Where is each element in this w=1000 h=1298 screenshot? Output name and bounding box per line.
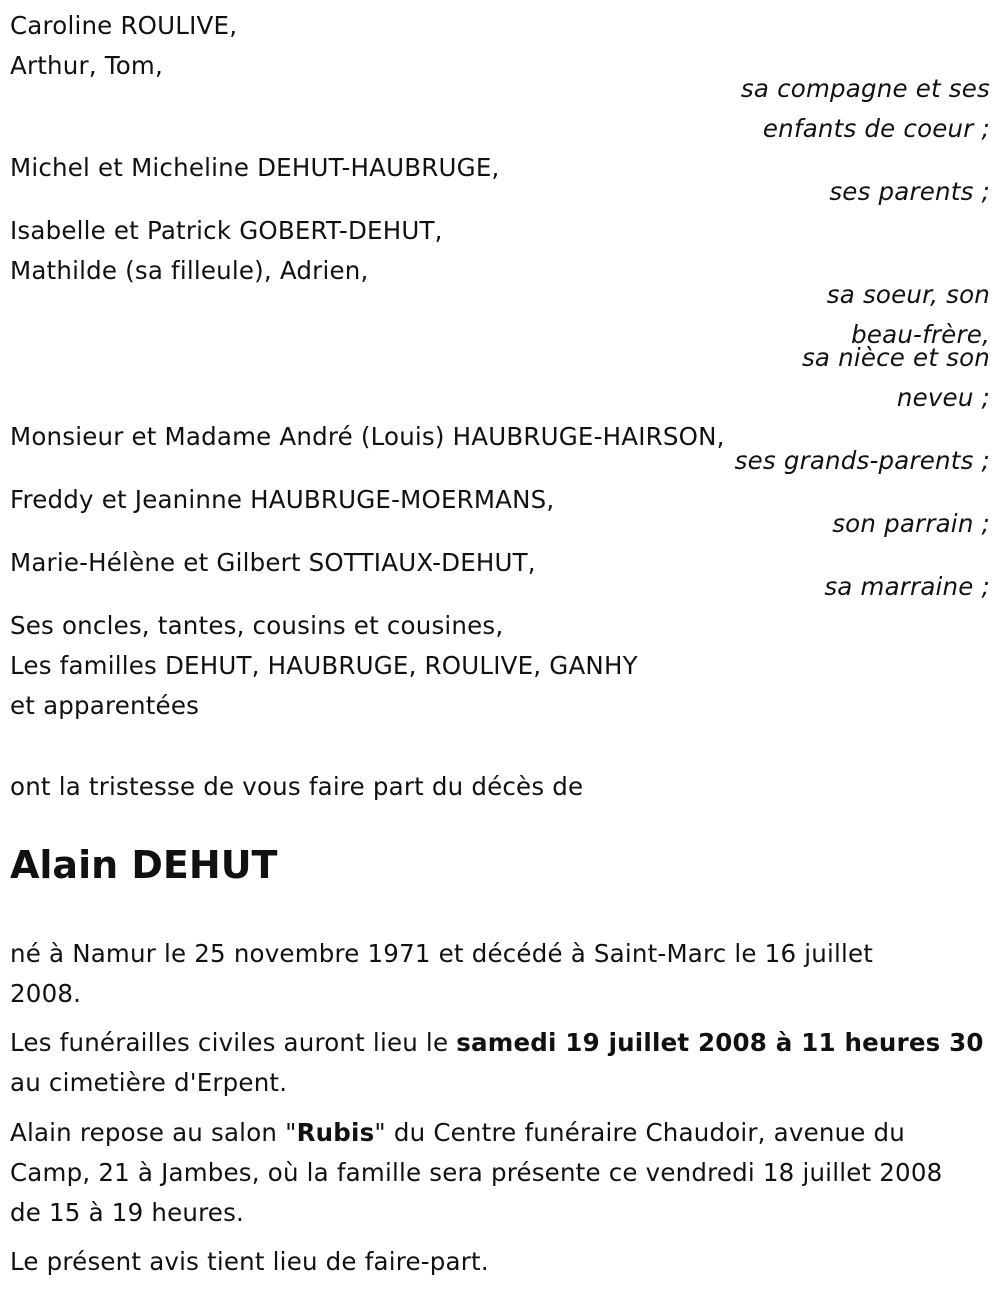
salon-line3: de 15 à 19 heures. (10, 1198, 245, 1227)
salon-name: Rubis (296, 1118, 375, 1147)
family-line-sister: Isabelle et Patrick GOBERT-DEHUT, (10, 216, 443, 245)
salon-paragraph (10, 1113, 990, 1233)
family-line-parents: Michel et Micheline DEHUT-HAUBRUGE, (10, 153, 500, 182)
role-niece: sa nièce et son (801, 343, 990, 372)
family-line-godfather: Freddy et Jeaninne HAUBRUGE-MOERMANS, (10, 485, 555, 514)
salon-prefix: Alain repose au salon " (10, 1118, 297, 1147)
funeral-paragraph (10, 1023, 990, 1103)
family-line-families: Les familles DEHUT, HAUBRUGE, ROULIVE, GANHY (10, 651, 638, 680)
family-line-related: et apparentées (10, 691, 200, 720)
role-nephew: neveu ; (896, 383, 990, 412)
closing-text: Le présent avis tient lieu de faire-part. (10, 1247, 489, 1276)
funeral-prefix: Les funérailles civiles auront lieu le (10, 1028, 457, 1057)
funeral-line2: au cimetière d'Erpent. (10, 1068, 288, 1097)
family-line-relatives: Ses oncles, tantes, cousins et cousines, (10, 611, 504, 640)
funeral-line1 (10, 1023, 990, 1063)
role-companion-cont: enfants de coeur ; (762, 114, 990, 143)
salon-suffix: " du Centre funéraire Chaudoir, avenue du (374, 1118, 906, 1147)
role-brother-in-law: beau-frère, (851, 320, 990, 349)
role-godfather: son parrain ; (832, 509, 990, 538)
role-grandparents: ses grands-parents ; (734, 446, 990, 475)
family-line-children: Arthur, Tom, (10, 51, 163, 80)
funeral-date: samedi 19 juillet 2008 à 11 heures 30 (456, 1028, 984, 1057)
birth-death-paragraph (10, 934, 990, 1014)
role-companion: sa compagne et ses (740, 74, 990, 103)
salon-line1 (10, 1113, 990, 1153)
role-parents: ses parents ; (829, 177, 990, 206)
birth-death-line1: né à Namur le 25 novembre 1971 et décédé à Saint-Marc le 16 juillet (10, 939, 874, 968)
salon-line2: Camp, 21 à Jambes, où la famille sera présente ce vendredi 18 juillet 2008 (10, 1158, 943, 1187)
family-line-caroline: Caroline ROULIVE, (10, 11, 238, 40)
deceased-name: Alain DEHUT (10, 843, 278, 887)
birth-death-line2: 2008. (10, 979, 82, 1008)
family-line-niece: Mathilde (sa filleule), Adrien, (10, 256, 369, 285)
family-line-godmother: Marie-Hélène et Gilbert SOTTIAUX-DEHUT, (10, 548, 536, 577)
role-godmother: sa marraine ; (824, 572, 990, 601)
announcement-text: ont la tristesse de vous faire part du décès de (10, 772, 584, 801)
role-sister: sa soeur, son (826, 280, 990, 309)
family-line-grandparents: Monsieur et Madame André (Louis) HAUBRUGE-HAIRSON, (10, 422, 725, 451)
